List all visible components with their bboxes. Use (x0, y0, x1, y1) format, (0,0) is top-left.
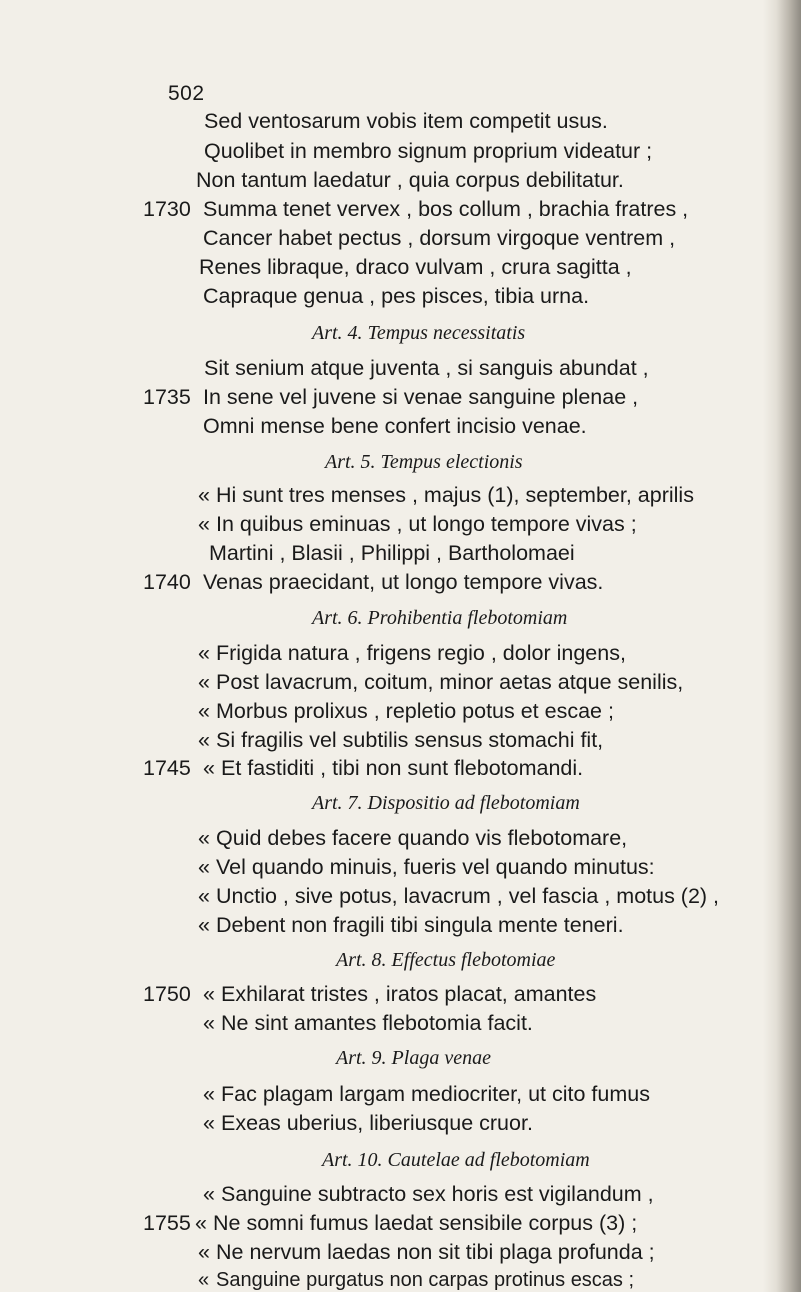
text-line: Cancer habet pectus , dorsum virgoque ventrem , (203, 226, 676, 250)
line-number: 1750 (143, 982, 191, 1006)
text-line: « Unctio , sive potus, lavacrum , vel fascia , motus (2) , (198, 884, 720, 908)
page-number: 502 (168, 82, 205, 105)
text-line: « Sanguine purgatus non carpas protinus escas ; (198, 1269, 635, 1291)
page-binding-edge (763, 0, 801, 1292)
article-heading: Art. 8. Effectus flebotomiae (336, 949, 556, 971)
text-line: « Vel quando minuis, fueris vel quando minutus: (198, 855, 655, 879)
text-line: 1740 Venas praecidant, ut longo tempore vivas. (143, 570, 604, 594)
text-line: Non tantum laedatur , quia corpus debilitatur. (196, 168, 624, 192)
text-line: « Frigida natura , frigens regio , dolor ingens, (198, 641, 626, 665)
text-line: « Ne sint amantes flebotomia facit. (203, 1011, 533, 1035)
text-line: 1750 « Exhilarat tristes , iratos placat, amantes (143, 982, 597, 1006)
line-number: 1735 (143, 385, 191, 409)
text-line: « Si fragilis vel subtilis sensus stomachi fit, (198, 728, 604, 752)
text-line: « Post lavacrum, coitum, minor aetas atque senilis, (198, 670, 684, 694)
text-line: 1735 In sene vel juvene si venae sanguine plenae , (143, 385, 639, 409)
line-number: 1730 (143, 197, 191, 221)
text-line: 1730 Summa tenet vervex , bos collum , brachia fratres , (143, 197, 689, 221)
text-line: Quolibet in membro signum proprium videatur ; (204, 139, 653, 163)
text-line: « Morbus prolixus , repletio potus et escae ; (198, 699, 614, 723)
line-number: 1755 (143, 1211, 191, 1235)
text-line: Omni mense bene confert incisio venae. (203, 414, 587, 438)
text-line: 1755 « Ne somni fumus laedat sensibile corpus (3) ; (143, 1211, 638, 1235)
article-heading: Art. 10. Cautelae ad flebotomiam (322, 1149, 590, 1171)
text-line: Sed ventosarum vobis item competit usus. (204, 109, 608, 133)
text-line: « In quibus eminuas , ut longo tempore vivas ; (198, 512, 637, 536)
text-line: Sit senium atque juventa , si sanguis abundat , (204, 356, 649, 380)
line-number: 1745 (143, 756, 191, 780)
article-heading: Art. 7. Dispositio ad flebotomiam (312, 792, 580, 814)
text-line: « Debent non fragili tibi singula mente teneri. (198, 913, 624, 937)
text-line: « Sanguine subtracto sex horis est vigilandum , (203, 1182, 654, 1206)
line-number: 1740 (143, 570, 191, 594)
article-heading: Art. 9. Plaga venae (336, 1047, 491, 1069)
text-line: « Hi sunt tres menses , majus (1), september, aprilis (198, 483, 694, 507)
text-line: Renes libraque, draco vulvam , crura sagitta , (199, 255, 632, 279)
article-heading: Art. 4. Tempus necessitatis (312, 322, 526, 344)
text-line: 1745 « Et fastiditi , tibi non sunt flebotomandi. (143, 756, 584, 780)
text-line: « Fac plagam largam mediocriter, ut cito fumus (203, 1082, 650, 1106)
text-line: « Exeas uberius, liberiusque cruor. (203, 1111, 533, 1135)
text-line: « Ne nervum laedas non sit tibi plaga profunda ; (198, 1240, 655, 1264)
text-line: Capraque genua , pes pisces, tibia urna. (203, 284, 590, 308)
article-heading: Art. 5. Tempus electionis (325, 451, 523, 473)
text-line: Martini , Blasii , Philippi , Bartholomaei (209, 541, 575, 565)
text-line: « Quid debes facere quando vis flebotomare, (198, 826, 628, 850)
article-heading: Art. 6. Prohibentia flebotomiam (312, 607, 568, 629)
